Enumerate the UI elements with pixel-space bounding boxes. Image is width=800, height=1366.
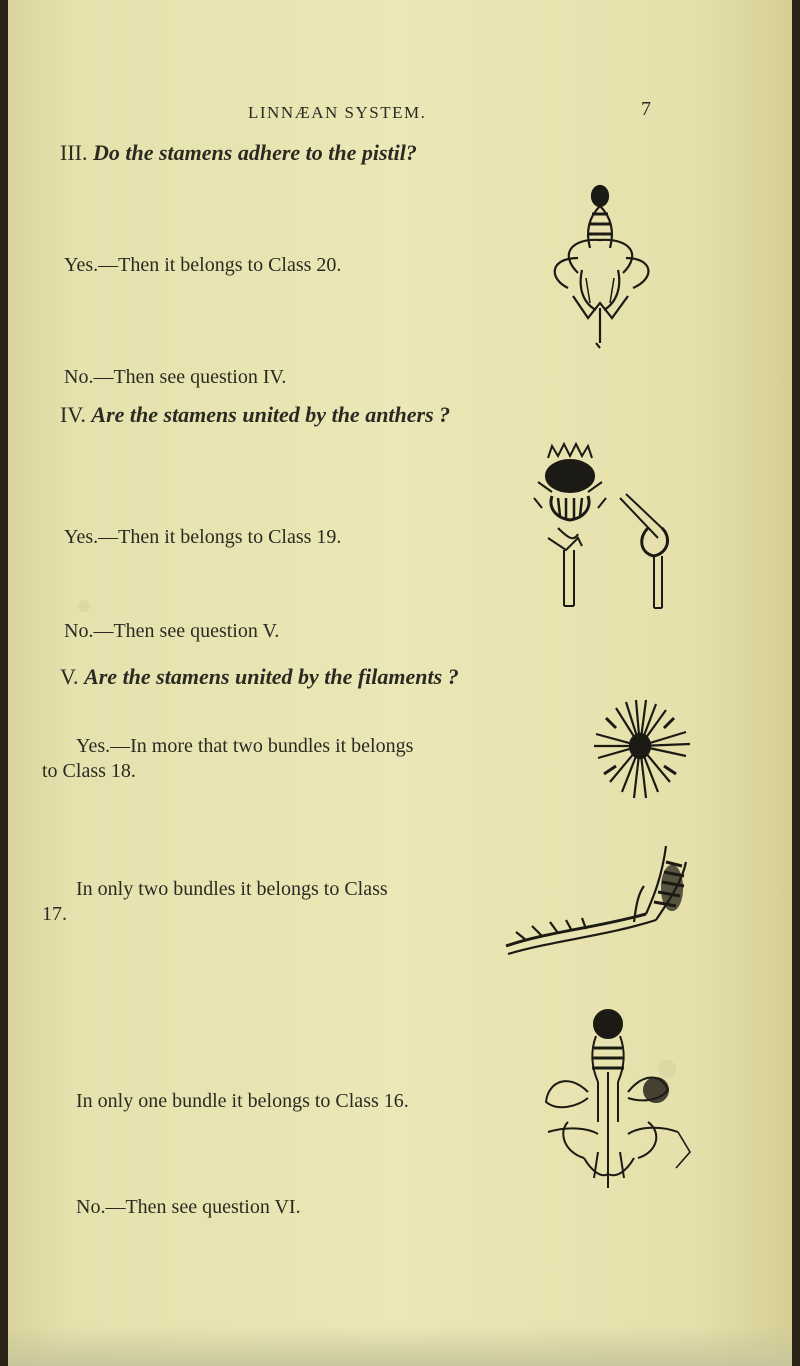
class-19-flower-illustration <box>508 438 688 618</box>
question-v <box>60 664 459 690</box>
question-v-number: V. <box>60 664 79 689</box>
answer-v-yes-line2: to Class 18. <box>42 760 136 782</box>
class-17-stamens-illustration <box>486 836 706 966</box>
answer-v-yes-line1: Yes.—In more that two bundles it belongs <box>76 735 414 757</box>
answer-v-one: In only one bundle it belongs to Class 16. <box>76 1090 409 1112</box>
question-iii-number: III. <box>60 140 88 165</box>
question-iii-text: Do the stamens adhere to the pistil? <box>92 140 417 165</box>
question-iv <box>60 402 450 428</box>
paper-stain <box>658 1060 676 1078</box>
class-18-stamens-illustration <box>586 694 696 804</box>
class-16-flower-illustration <box>528 1002 698 1192</box>
answer-v-two-line1: In only two bundles it belongs to Class <box>76 878 388 900</box>
book-page <box>8 0 792 1366</box>
answer-iii-no: No.—Then see question IV. <box>64 366 287 388</box>
answer-iv-yes: Yes.—Then it belongs to Class 19. <box>64 526 342 548</box>
question-v-text: Are the stamens united by the filaments ? <box>84 664 459 689</box>
question-iii <box>60 140 417 166</box>
class-20-flower-illustration <box>538 178 668 358</box>
answer-v-no: No.—Then see question VI. <box>76 1196 301 1218</box>
question-iv-number: IV. <box>60 402 86 427</box>
answer-iii-yes: Yes.—Then it belongs to Class 20. <box>64 254 342 276</box>
paper-stain <box>78 600 90 612</box>
running-header: LINNÆAN SYSTEM. <box>248 103 427 122</box>
question-iv-text: Are the stamens united by the anthers ? <box>91 402 451 427</box>
page-number: 7 <box>641 98 651 120</box>
answer-iv-no: No.—Then see question V. <box>64 620 280 642</box>
answer-v-two-line2: 17. <box>42 903 67 925</box>
